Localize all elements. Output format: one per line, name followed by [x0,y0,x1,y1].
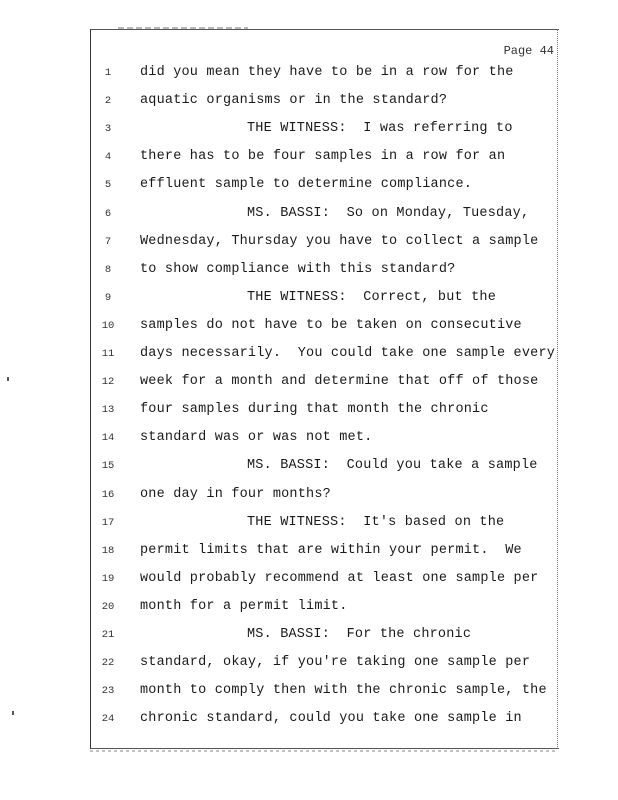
line-text: aquatic organisms or in the standard? [140,93,448,109]
transcript-line [0,569,618,589]
line-number: 17 [101,516,115,529]
line-number: 9 [104,291,112,304]
line-number: 10 [101,319,115,332]
line-text: permit limits that are within your permit. We [140,542,522,558]
transcript-line [0,232,618,252]
line-number: 23 [101,685,115,698]
line-text: month to comply then with the chronic sample, the [140,683,547,699]
line-text: chronic standard, could you take one sample in [140,711,522,727]
line-text: Wednesday, Thursday you have to collect a sample [140,233,539,249]
line-number: 16 [101,488,115,501]
transcript-line [0,653,618,673]
line-number: 24 [101,713,115,726]
transcript-line [0,63,618,83]
transcript-line [0,288,618,308]
line-number: 20 [101,600,115,613]
transcript-line [0,119,618,139]
line-text: THE WITNESS: I was referring to [247,121,513,137]
line-number: 5 [104,179,112,192]
transcript-line [0,372,618,392]
transcript-line [0,260,618,280]
line-number: 6 [104,207,112,220]
transcript-line [0,204,618,224]
transcript-line [0,456,618,476]
transcript-line [0,344,618,364]
line-number: 11 [101,348,115,360]
line-text: to show compliance with this standard? [140,261,456,277]
line-number: 4 [104,151,112,164]
transcript-line [0,485,618,505]
line-text: MS. BASSI: Could you take a sample [247,458,538,474]
line-number: 19 [101,572,115,585]
line-text: did you mean they have to be in a row for the [140,65,514,80]
page-number: Page 44 [503,44,554,58]
line-text: four samples during that month the chronic [140,402,489,418]
line-number: 3 [104,123,112,136]
line-text: MS. BASSI: For the chronic [247,627,472,642]
transcript-line [0,513,618,533]
transcript-line [0,91,618,111]
line-text: THE WITNESS: It's based on the [247,514,505,530]
line-text: days necessarily. You could take one sample every [140,346,556,361]
line-text: effluent sample to determine compliance. [140,177,473,193]
line-number: 12 [101,376,115,389]
line-number: 22 [101,657,115,670]
line-text: THE WITNESS: Correct, but the [247,289,497,305]
line-text: MS. BASSI: So on Monday, Tuesday, [247,205,530,221]
line-number: 21 [101,629,115,641]
transcript-line [0,625,618,645]
line-number: 8 [104,263,112,276]
line-text: week for a month and determine that off of those [140,374,539,390]
line-text: would probably recommend at least one sample per [140,570,539,586]
line-number: 18 [101,544,115,557]
line-text: there has to be four samples in a row for an [140,149,506,165]
transcript-line [0,147,618,167]
line-number: 2 [104,95,112,108]
transcript-line [0,597,618,617]
transcript-line [0,428,618,448]
transcript-line [0,681,618,701]
transcript-line [0,316,618,336]
transcript-line [0,709,618,729]
transcript-line [0,175,618,195]
line-text: samples do not have to be taken on consecutive [140,317,522,333]
line-number: 14 [101,432,115,445]
transcript-line [0,541,618,561]
line-text: standard, okay, if you're taking one sample per [140,655,531,671]
scan-artifact-bottom [90,750,558,752]
line-text: standard was or was not met. [140,430,373,446]
transcript-line [0,400,618,420]
line-text: one day in four months? [140,486,331,502]
line-text: month for a permit limit. [140,598,348,614]
line-number: 13 [101,404,115,417]
line-number: 1 [104,67,112,79]
line-number: 15 [101,460,115,473]
line-number: 7 [104,235,112,248]
